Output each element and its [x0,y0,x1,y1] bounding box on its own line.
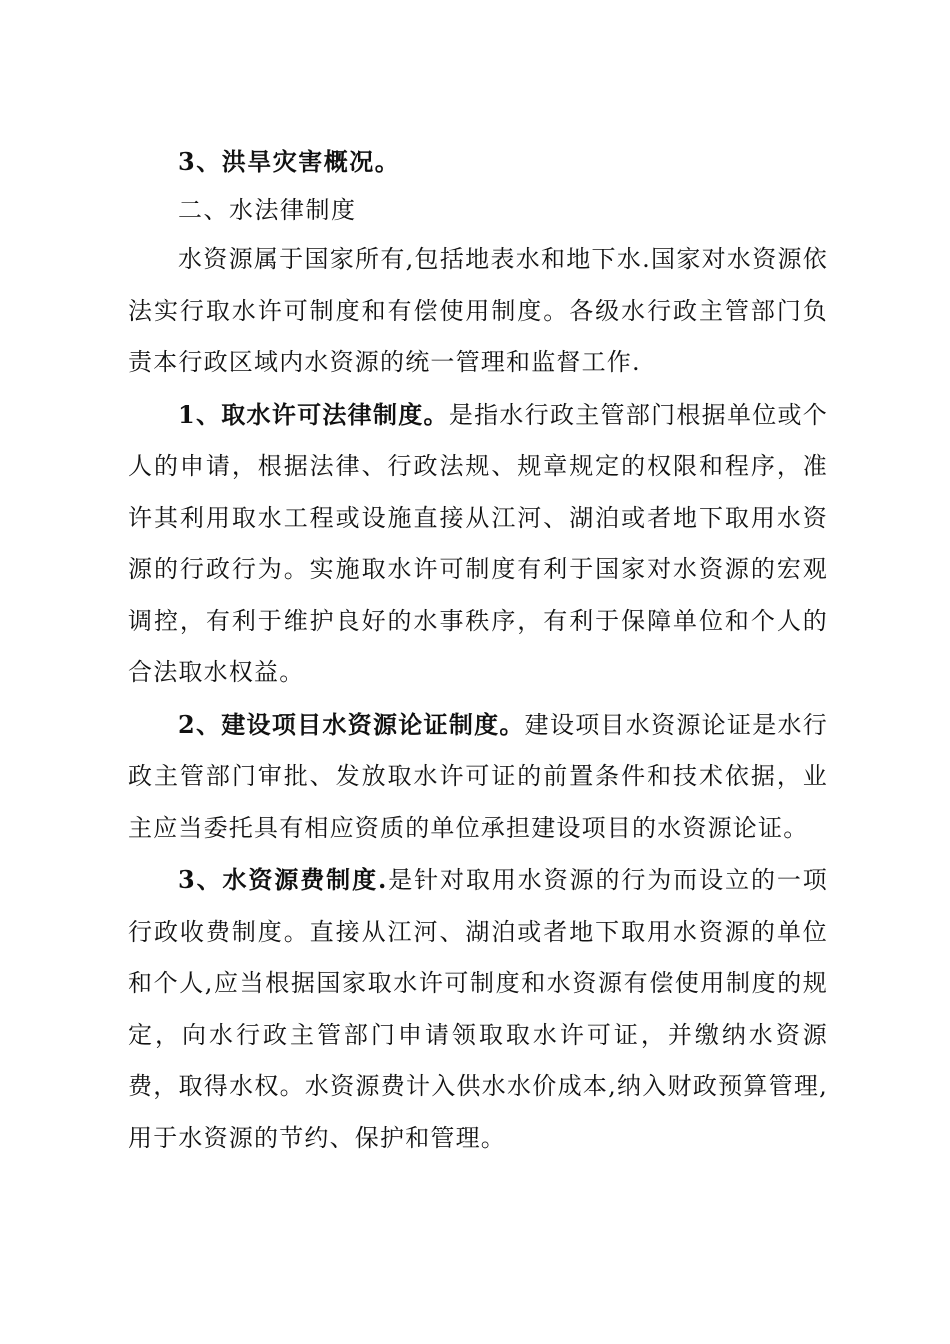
item-body: 建设项目水资源论证是水行政主管部门审批、发放取水许可证的前置条件和技术依据，业主应当委托具有相应资质的单位承担建设项目的水资源论证。 [128,710,828,842]
intro-paragraph: 水资源属于国家所有,包括地表水和地下水.国家对水资源依法实行取水许可制度和有偿使用制度。各级水行政主管部门负责本行政区域内水资源的统一管理和监督工作. [128,245,828,376]
section-3-flood-heading: 3、洪旱灾害概况。 [178,147,401,176]
item-title: 2、建设项目水资源论证制度。 [178,709,525,739]
item-title: 3、水资源费制度. [178,865,388,894]
item-body: 是针对取用水资源的行为而设立的一项行政收费制度。直接从江河、湖泊或者地下取用水资源的单位和个人,应当根据国家取水许可制度和水资源有偿使用制度的规定，向水行政主管部门申请领取取水许可证，并缴纳水资源费，取得水权。水资源费计入供水水价成本,纳入财政预算管理,用于水资源的节约、保护和管理。 [128,866,828,1152]
item-title: 1、取水许可法律制度。 [178,399,449,429]
document-page [128,138,828,1164]
item-paragraph [128,699,828,855]
section-2-title: 二、水法律制度 [178,196,357,224]
item-body: 是指水行政主管部门根据单位或个人的申请，根据法律、行政法规、规章规定的权限和程序，准许其利用取水工程或设施直接从江河、湖泊或者地下取用水资源的行政行为。实施取水许可制度有利于国家对水资源的宏观调控，有利于维护良好的水事秩序，有利于保障单位和个人的合法取水权益。 [128,400,828,686]
item-paragraph [128,389,828,699]
item-paragraph [128,854,828,1164]
